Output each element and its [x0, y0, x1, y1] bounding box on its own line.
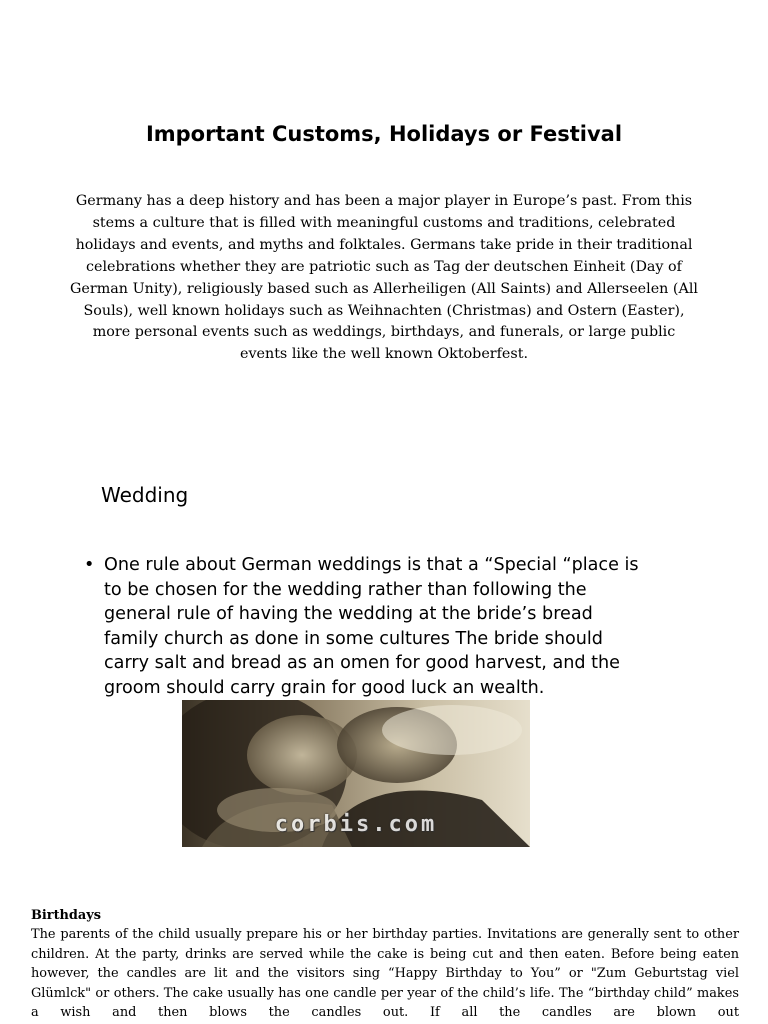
photo-watermark: corbis.com [274, 812, 438, 837]
birthdays-paragraph: The parents of the child usually prepare his or her birthday parties. Invitations are generally sent to other children. At the party, drinks are served while the cake is being cut and then eaten. Before being eaten however, the candles are lit and the visitors sing “Happy Birthday to You” or "Zum Geburtstag viel Glümlck" or others. The cake usually has one candle per year of the child’s life. The “birthday child” makes a wish and then blows the candles out. If all the candles are blown out [31, 927, 739, 1021]
birthdays-section [31, 906, 739, 1022]
document-title: Important Customs, Holidays or Festival [145, 122, 623, 146]
intro-paragraph: Germany has a deep history and has been a major player in Europe’s past. From this stems a culture that is filled with meaningful customs and traditions, celebrated holidays and events, and myths and folktales. Germans take pride in their traditional celebrations whether they are patriotic such as Tag der deutschen Einheit (Day of German Unity), religiously based such as Allerheiligen (All Saints) and Allerseelen (All Souls), well known holidays such as Weihnachten (Christmas) and Ostern (Easter), more personal events such as weddings, birthdays, and funerals, or large public events like the well known Oktoberfest. [70, 193, 698, 363]
wedding-bullet-item [84, 553, 644, 701]
birthdays-heading: Birthdays [31, 908, 102, 923]
bullet-icon: • [84, 555, 95, 575]
wedding-bullet-text: One rule about German weddings is that a “Special “place is to be chosen for the wedding rather than following the general rule of having the wedding at the bride’s bread family church as done in some cultures The bride should carry salt and bread as an omen for good harvest, and the groom should carry grain for good luck an wealth. [104, 555, 639, 698]
wedding-heading: Wedding [101, 483, 189, 507]
wedding-photo [182, 700, 530, 847]
wedding-bullet-list [84, 553, 644, 701]
